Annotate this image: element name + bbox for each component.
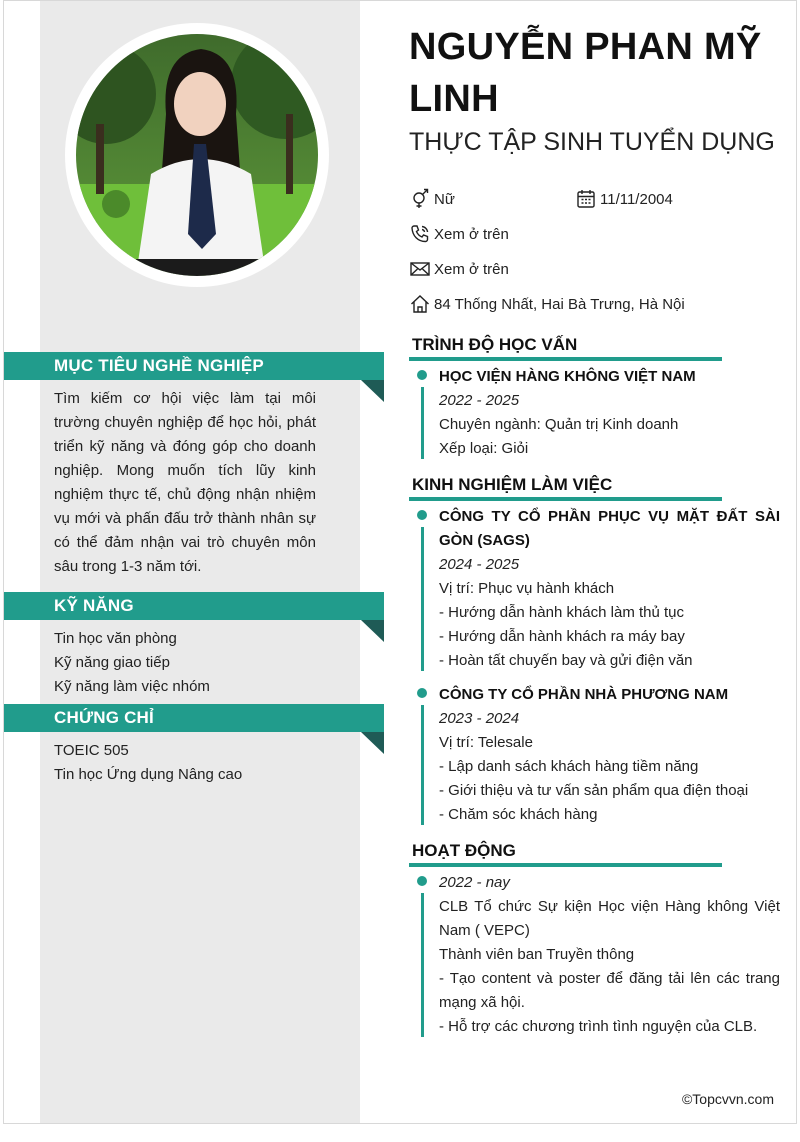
activity-line: - Hỗ trợ các chương trình tình nguyện của CLB. bbox=[439, 1018, 758, 1035]
certificates-title: CHỨNG CHỈ bbox=[54, 708, 154, 727]
company-name: CÔNG TY CỔ PHẦN NHÀ PHƯƠNG NAM bbox=[439, 686, 729, 703]
certificate-item: TOEIC 505 bbox=[54, 742, 129, 759]
certificate-item: Tin học Ứng dụng Nâng cao bbox=[54, 766, 243, 783]
candidate-name: NGUYỄN PHAN MỸ LINH bbox=[409, 26, 762, 120]
avatar bbox=[76, 34, 318, 276]
envelope-icon bbox=[409, 258, 431, 280]
timeline-bar bbox=[421, 387, 424, 459]
skills-header bbox=[4, 592, 384, 620]
certificates-list bbox=[54, 739, 316, 787]
activities-title: HOẠT ĐỘNG bbox=[412, 841, 516, 860]
address-info bbox=[409, 293, 685, 315]
activity-line: - Tạo content và poster để đăng tải lên các trang mạng xã hội. bbox=[439, 970, 780, 1011]
phone-value: Xem ở trên bbox=[434, 225, 509, 243]
education-line: Chuyên ngành: Quản trị Kinh doanh bbox=[439, 416, 679, 433]
section-divider bbox=[409, 357, 722, 361]
gender-value: Nữ bbox=[434, 190, 455, 208]
education-entry bbox=[420, 365, 780, 461]
cv-page bbox=[3, 0, 797, 1124]
birthdate-value: 11/11/2004 bbox=[600, 190, 673, 208]
activity-entry bbox=[420, 871, 780, 1039]
experience-entry bbox=[420, 505, 780, 673]
school-name: HỌC VIỆN HÀNG KHÔNG VIỆT NAM bbox=[439, 368, 696, 385]
experience-line: Vị trí: Telesale bbox=[439, 734, 533, 751]
experience-line: Vị trí: Phục vụ hành khách bbox=[439, 580, 615, 597]
skill-item: Kỹ năng làm việc nhóm bbox=[54, 678, 210, 695]
job-title: THỰC TẬP SINH TUYỂN DỤNG bbox=[409, 128, 775, 156]
experience-line: - Hoàn tất chuyến bay và gửi điện văn bbox=[439, 652, 693, 669]
calendar-icon bbox=[575, 188, 597, 210]
skills-title: KỸ NĂNG bbox=[54, 596, 134, 615]
phone-icon bbox=[409, 223, 431, 245]
bullet-dot bbox=[417, 688, 427, 698]
skill-item: Tin học văn phòng bbox=[54, 630, 177, 647]
experience-line: - Lập danh sách khách hàng tiềm năng bbox=[439, 758, 699, 775]
phone-info bbox=[409, 223, 509, 245]
education-line: Xếp loại: Giỏi bbox=[439, 440, 529, 457]
experience-title: KINH NGHIỆM LÀM VIỆC bbox=[412, 475, 613, 494]
gender-icon bbox=[409, 188, 431, 210]
objective-text: Tìm kiếm cơ hội việc làm tại môi trường chuyên nghiệp để học hỏi, phát triển kỹ năng và đóng góp cho doanh nghiệp. Mong muốn tích lũy kinh nghiệm thực tế, chủ động nhận nhiệm vụ mới và phấn đấu trở thành nhân sự có thể đảm nhận vai trò chuyên môn sâu trong 1-3 năm tới. bbox=[54, 390, 316, 575]
timeline-bar bbox=[421, 893, 424, 1037]
experience-line: - Hướng dẫn hành khách làm thủ tục bbox=[439, 604, 685, 621]
email-info bbox=[409, 258, 509, 280]
section-divider bbox=[409, 863, 722, 867]
ribbon-fold bbox=[361, 620, 384, 642]
ribbon-fold bbox=[361, 732, 384, 754]
gender-info bbox=[409, 188, 455, 210]
experience-line: - Chăm sóc khách hàng bbox=[439, 806, 598, 823]
activity-line: Thành viên ban Truyền thông bbox=[439, 946, 635, 963]
email-value: Xem ở trên bbox=[434, 260, 509, 278]
company-name: CÔNG TY CỔ PHẦN PHỤC VỤ MẶT ĐẤT SÀI GÒN (SAGS) bbox=[439, 508, 780, 549]
skill-item: Kỹ năng giao tiếp bbox=[54, 654, 170, 671]
experience-period: 2024 - 2025 bbox=[439, 556, 520, 573]
birthdate-info bbox=[575, 188, 673, 210]
skills-list bbox=[54, 627, 316, 699]
activity-period: 2022 - nay bbox=[439, 874, 510, 891]
education-period: 2022 - 2025 bbox=[439, 392, 520, 409]
experience-line: - Hướng dẫn hành khách ra máy bay bbox=[439, 628, 685, 645]
home-icon bbox=[409, 293, 431, 315]
ribbon-fold bbox=[361, 380, 384, 402]
experience-entry bbox=[420, 683, 780, 827]
experience-line: - Giới thiệu và tư vấn sản phẩm qua điện thoại bbox=[439, 782, 749, 799]
bullet-dot bbox=[417, 876, 427, 886]
footer-credit: ©Topcvvn.com bbox=[681, 1091, 774, 1107]
bullet-dot bbox=[417, 370, 427, 380]
education-title: TRÌNH ĐỘ HỌC VẤN bbox=[412, 335, 578, 354]
timeline-bar bbox=[421, 705, 424, 825]
timeline-bar bbox=[421, 527, 424, 671]
activity-line: CLB Tổ chức Sự kiện Học viện Hàng không Việt Nam ( VEPC) bbox=[439, 898, 780, 939]
bullet-dot bbox=[417, 510, 427, 520]
experience-period: 2023 - 2024 bbox=[439, 710, 520, 727]
objective-title: MỤC TIÊU NGHỀ NGHIỆP bbox=[54, 356, 264, 375]
section-divider bbox=[409, 497, 722, 501]
address-value: 84 Thống Nhất, Hai Bà Trưng, Hà Nội bbox=[434, 295, 685, 313]
certificates-header bbox=[4, 704, 384, 732]
objective-header bbox=[4, 352, 384, 380]
